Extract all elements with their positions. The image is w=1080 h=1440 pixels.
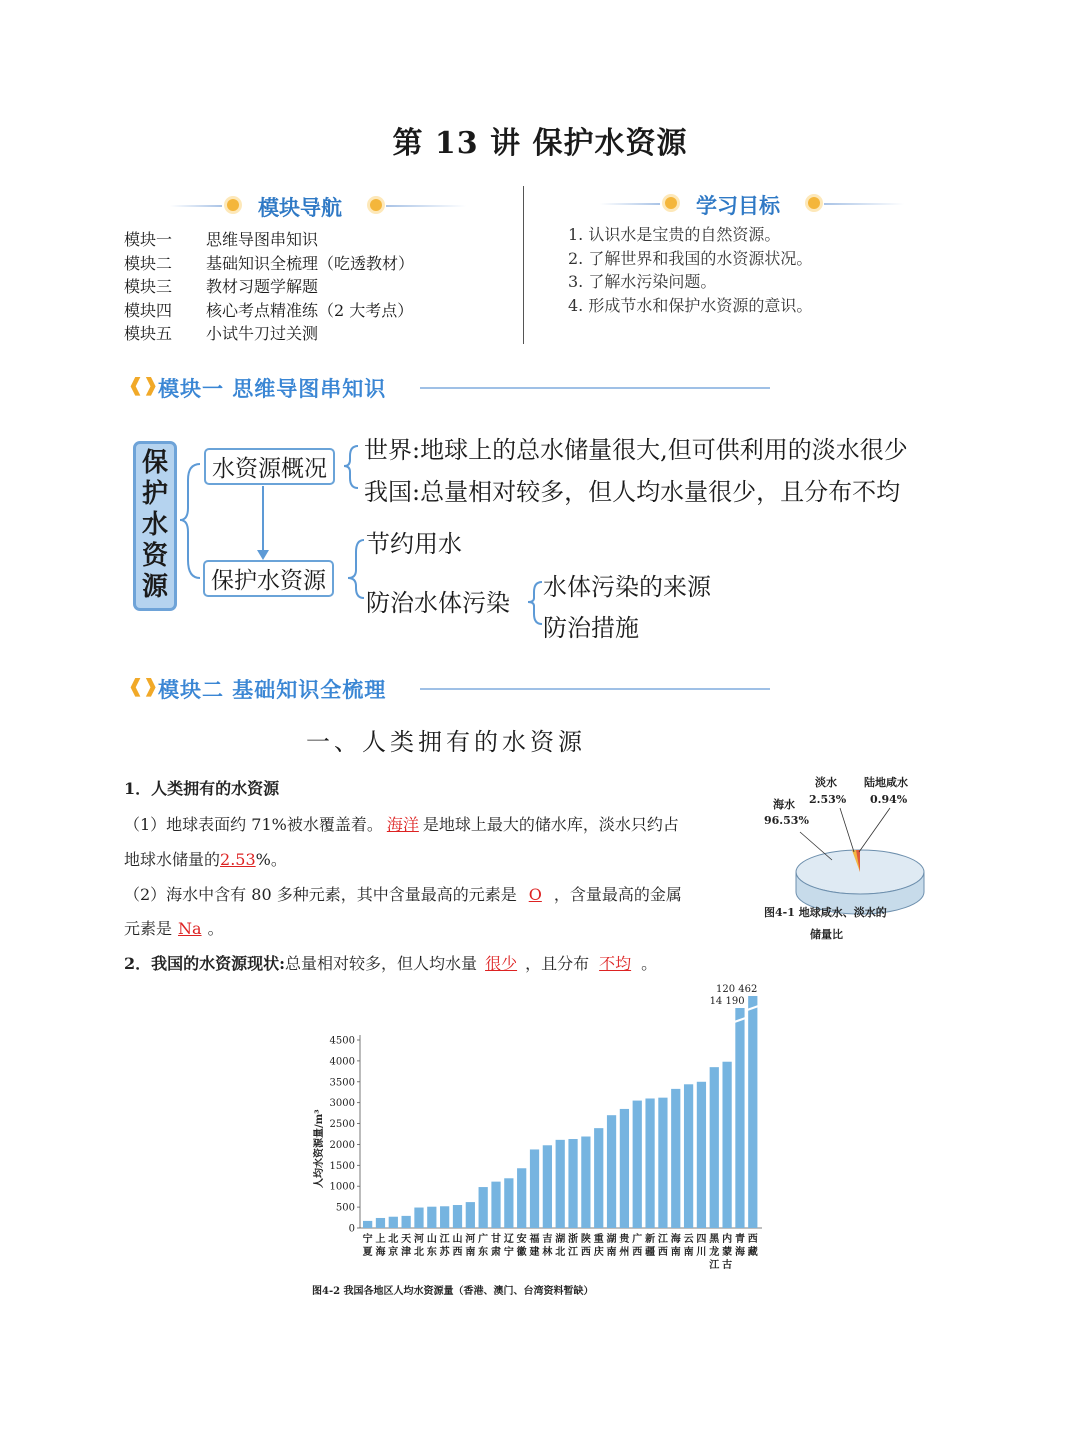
bar-天津	[402, 1216, 411, 1228]
bar-北京	[389, 1217, 398, 1228]
x-tick-label: 藏	[747, 1247, 758, 1258]
x-tick-label: 湖	[606, 1234, 617, 1245]
double-chevron-icon: ❰❱	[128, 375, 159, 396]
x-tick-label: 西	[452, 1247, 463, 1258]
y-tick-label: 1000	[329, 1181, 355, 1193]
bars	[363, 984, 758, 1228]
x-tick-label: 江	[709, 1260, 720, 1271]
mindmap-prevent-pollution: 防治水体污染	[366, 589, 510, 617]
section-heading: 一、人类拥有的水资源	[306, 728, 586, 756]
nav-item-text: 小试牛刀过关测	[206, 324, 319, 343]
y-tick-label: 2500	[329, 1119, 355, 1131]
para2a	[124, 882, 682, 905]
x-tick-label: 南	[670, 1247, 681, 1258]
x-tick-label: 疆	[645, 1247, 656, 1258]
y-tick-label: 3000	[329, 1098, 355, 1110]
x-tick-label: 西	[747, 1234, 758, 1245]
nav-item-key: 模块一	[124, 230, 173, 249]
bar-四川	[697, 1082, 706, 1228]
x-tick-label: 南	[606, 1247, 617, 1258]
bar-value-label: 14 190	[709, 996, 745, 1007]
x-tick-label: 广	[478, 1234, 489, 1245]
module2-title: 模块二 基础知识全梳理	[158, 678, 387, 702]
x-tick-label: 西	[580, 1247, 591, 1258]
bar-湖北	[556, 1140, 565, 1228]
x-tick-label: 上	[375, 1234, 386, 1245]
para1b-pre: 地球水储量的	[124, 850, 221, 869]
fill-blank-uneven: 不均	[599, 954, 632, 973]
x-tick-label: 青	[734, 1234, 745, 1245]
bar-湖南	[607, 1115, 616, 1228]
mindmap-root-char: 源	[141, 572, 168, 602]
y-axis-label: 人均水资源量/m³	[314, 1109, 325, 1188]
x-tick-label: 北	[413, 1247, 424, 1258]
bar-河南	[466, 1202, 475, 1228]
mindmap-connectors	[0, 0, 1080, 700]
x-tick-label: 浙	[568, 1234, 579, 1245]
mindmap-world: 世界:地球上的总水储量很大,但可供利用的淡水很少	[364, 436, 908, 464]
bar-重庆	[594, 1128, 603, 1228]
mindmap-save-water: 节约用水	[366, 530, 462, 558]
para1b	[124, 847, 287, 870]
x-tick-label: 夏	[362, 1247, 373, 1258]
arrow-down-icon	[257, 550, 269, 560]
nav-item-text: 核心考点精准练（2 大考点）	[206, 300, 414, 320]
pie-caption-line2: 储量比	[810, 928, 843, 941]
nav-item-text: 基础知识全梳理（吃透教材）	[206, 253, 415, 273]
nav-item-key: 模块二	[124, 253, 173, 273]
x-tick-label: 吉	[542, 1234, 553, 1245]
bar-甘肃	[491, 1182, 500, 1228]
bar-贵州	[620, 1109, 629, 1228]
x-tick-label: 四	[696, 1234, 707, 1245]
x-tick-label: 北	[388, 1234, 399, 1245]
goals-heading: 学习目标	[696, 194, 780, 218]
fill-blank-ocean: 海洋	[386, 815, 419, 834]
nav-item-key: 模块三	[124, 277, 173, 296]
mindmap-root-brace	[180, 464, 200, 578]
bar-chart	[300, 980, 790, 1300]
x-tick-label: 西	[632, 1247, 643, 1258]
x-tick-label: 重	[593, 1234, 604, 1245]
bar-河北	[414, 1208, 423, 1228]
nav-item-key: 模块四	[124, 300, 173, 320]
fill-blank-little: 很少	[485, 954, 518, 973]
pie-label-fresh: 淡水	[815, 776, 837, 789]
bar-吉林	[543, 1145, 552, 1228]
bar-海南	[671, 1089, 680, 1228]
x-tick-label: 海	[670, 1234, 681, 1245]
pie-figure	[760, 770, 950, 950]
bar-内蒙古	[722, 1062, 731, 1228]
x-tick-label: 州	[619, 1247, 630, 1258]
y-tick-label: 2000	[329, 1139, 355, 1151]
x-tick-label: 古	[722, 1260, 733, 1271]
x-tick-label: 庆	[593, 1247, 604, 1258]
chart-caption: 图4-2 我国各地区人均水资源量（香港、澳门、台湾资料暂缺）	[312, 1286, 594, 1297]
pie-label-sea: 海水	[773, 798, 795, 811]
y-tick-label: 1500	[329, 1160, 355, 1172]
x-tick-label: 海	[375, 1247, 386, 1258]
goal-item: 2. 了解世界和我国的水资源状况。	[568, 248, 813, 268]
y-tick-label: 0	[348, 1223, 355, 1235]
para3-mid: ，且分布	[525, 954, 590, 973]
mindmap-node-overview: 水资源概况	[204, 448, 335, 485]
para2b	[124, 916, 224, 939]
bar-西藏	[748, 996, 757, 1228]
bar-黑龙江	[710, 1067, 719, 1228]
pie-value-sea: 96.53%	[764, 814, 809, 827]
bar-福建	[530, 1149, 539, 1228]
x-tick-label: 建	[529, 1247, 540, 1258]
mindmap-node-protect: 保护水资源	[203, 560, 334, 597]
para3-title: 2．我国的水资源现状:	[124, 954, 286, 973]
para1a-post: 是地球上最大的储水库，淡水只约占	[422, 815, 679, 834]
para2a-pre: （2）海水中含有 80 多种元素，其中含量最高的元素是	[124, 885, 517, 904]
para1b-post: %。	[255, 850, 287, 869]
x-tick-label: 安	[516, 1234, 527, 1245]
y-tick-label: 3500	[329, 1077, 355, 1089]
mindmap-node1-brace	[344, 446, 358, 488]
x-tick-label: 江	[439, 1234, 450, 1245]
x-tick-label: 山	[452, 1234, 463, 1245]
x-labels	[363, 1232, 758, 1271]
pie-label-salt: 陆地咸水	[864, 776, 908, 789]
x-tick-label: 宁	[503, 1247, 514, 1258]
mindmap-root-char: 护	[141, 479, 168, 509]
page-title: 第 13 讲 保护水资源	[392, 126, 688, 161]
mindmap-measures: 防治措施	[543, 614, 639, 642]
mindmap-root-char: 水	[141, 510, 168, 540]
bar-广东	[479, 1187, 488, 1228]
bar-江苏	[440, 1206, 449, 1228]
x-tick-label: 山	[426, 1234, 437, 1245]
para2a-post: ，含量最高的金属	[553, 885, 682, 904]
fill-blank-metal: Na	[178, 919, 202, 938]
para3	[124, 951, 657, 974]
para3-post: 。	[641, 954, 658, 973]
double-chevron-icon: ❰❱	[128, 676, 159, 697]
y-tick-label: 4000	[329, 1056, 355, 1068]
mindmap-china: 我国:总量相对较多，但人均水量很少，且分布不均	[364, 478, 901, 506]
para1a	[124, 812, 679, 835]
x-tick-label: 蒙	[722, 1247, 733, 1258]
bar-浙江	[568, 1139, 577, 1228]
x-tick-label: 湖	[555, 1234, 566, 1245]
module1-title: 模块一 思维导图串知识	[158, 377, 387, 401]
bar-陕西	[581, 1137, 590, 1228]
x-tick-label: 黑	[709, 1234, 720, 1245]
fill-blank-element: O	[528, 885, 542, 904]
x-tick-label: 东	[426, 1247, 437, 1258]
bar-广西	[633, 1101, 642, 1228]
x-tick-label: 广	[632, 1234, 643, 1245]
bar-安徽	[517, 1168, 526, 1228]
para1a-pre: （1）地球表面约 71%被水覆盖着。	[124, 815, 383, 834]
bar-辽宁	[504, 1178, 513, 1228]
bar-上海	[376, 1218, 385, 1228]
x-tick-label: 新	[645, 1234, 656, 1245]
nav-item-text: 思维导图串知识	[206, 230, 319, 249]
x-tick-label: 北	[555, 1247, 566, 1258]
mindmap-node2-brace	[348, 540, 364, 598]
bar-云南	[684, 1084, 693, 1228]
y-tick-label: 500	[335, 1202, 355, 1214]
nav-item-key: 模块五	[124, 324, 173, 343]
bar-value-label: 120 462	[716, 984, 758, 995]
x-tick-label: 徽	[516, 1247, 527, 1258]
x-tick-label: 河	[465, 1234, 476, 1245]
nav-heading: 模块导航	[258, 196, 342, 220]
x-tick-label: 南	[465, 1247, 476, 1258]
mindmap-pollution-source: 水体污染的来源	[543, 573, 711, 601]
x-tick-label: 苏	[439, 1247, 450, 1258]
para3-pre: 总量相对较多，但人均水量	[285, 954, 478, 973]
pie-leader-fresh	[840, 808, 854, 852]
x-tick-label: 肃	[491, 1247, 502, 1258]
x-tick-label: 云	[683, 1234, 694, 1245]
x-tick-label: 宁	[362, 1234, 373, 1245]
bar-江西	[658, 1098, 667, 1228]
para2b-pre: 元素是	[124, 919, 173, 938]
mindmap-root-char: 资	[141, 541, 168, 571]
x-tick-label: 河	[413, 1234, 424, 1245]
x-tick-label: 京	[388, 1247, 399, 1258]
bar-山西	[453, 1205, 462, 1228]
para2b-post: 。	[207, 919, 224, 938]
goal-item: 1. 认识水是宝贵的自然资源。	[568, 225, 781, 244]
x-tick-label: 贵	[619, 1234, 630, 1245]
x-tick-label: 江	[568, 1247, 579, 1258]
x-tick-label: 江	[657, 1234, 668, 1245]
bar-新疆	[645, 1098, 654, 1228]
x-tick-label: 海	[734, 1247, 745, 1258]
nav-item-text: 教材习题学解题	[206, 277, 319, 296]
x-tick-label: 辽	[503, 1234, 514, 1245]
mindmap-node2b-brace	[528, 582, 542, 624]
x-tick-label: 甘	[491, 1234, 502, 1245]
goal-item: 3. 了解水污染问题。	[568, 272, 717, 291]
module2-rule	[420, 688, 770, 690]
bar-山东	[427, 1207, 436, 1228]
pie-value-fresh: 2.53%	[809, 793, 847, 806]
x-tick-label: 津	[401, 1247, 412, 1258]
x-tick-label: 陕	[580, 1234, 591, 1245]
bar-青海	[735, 1008, 744, 1228]
mindmap-root-char: 保	[141, 448, 168, 478]
x-tick-label: 南	[683, 1247, 694, 1258]
pie-caption-line1: 图4-1 地球咸水、淡水的	[764, 906, 887, 919]
para1-title: 1．人类拥有的水资源	[124, 779, 280, 798]
x-tick-label: 林	[542, 1247, 553, 1258]
y-tick-label: 4500	[329, 1035, 355, 1047]
pie-value-salt: 0.94%	[870, 793, 908, 806]
x-tick-label: 天	[401, 1234, 412, 1245]
x-tick-label: 西	[657, 1247, 668, 1258]
x-tick-label: 东	[478, 1247, 489, 1258]
x-tick-label: 福	[529, 1234, 540, 1245]
pie-leader-salt	[859, 808, 890, 852]
fill-blank-percent: 2.53	[220, 850, 256, 869]
x-tick-label: 内	[722, 1234, 733, 1245]
bar-宁夏	[363, 1221, 372, 1228]
x-tick-label: 龙	[709, 1247, 720, 1258]
x-tick-label: 川	[696, 1247, 707, 1258]
goal-item: 4. 形成节水和保护水资源的意识。	[568, 295, 813, 315]
